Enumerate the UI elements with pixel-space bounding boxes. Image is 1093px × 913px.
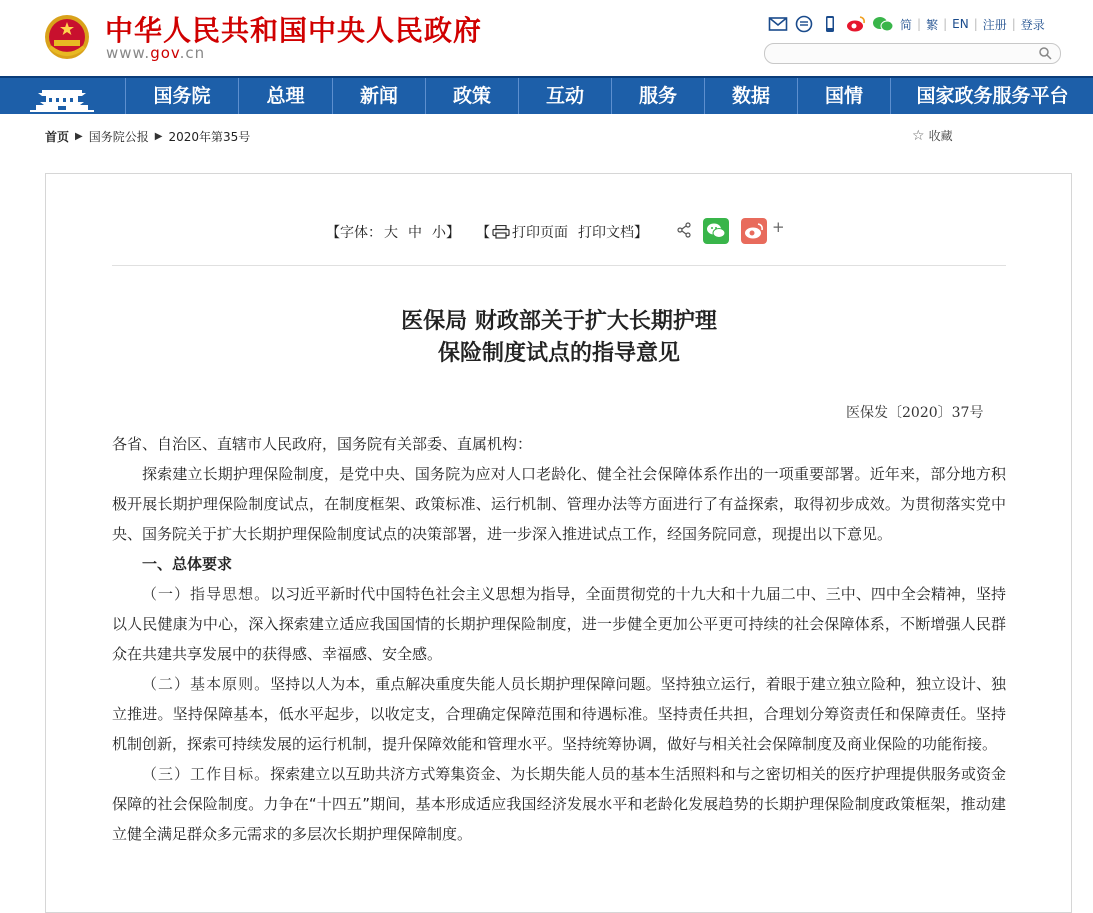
separator: | — [943, 17, 948, 31]
top-links — [768, 14, 1045, 34]
wechat-icon — [703, 218, 729, 244]
breadcrumb-bulletin[interactable]: 国务院公报 — [88, 130, 149, 144]
link-login[interactable]: 登录 — [1020, 17, 1045, 32]
font-size-label: 【字体： — [326, 225, 382, 241]
paragraph-text: 探索建立以互助共济方式筹集资金、为长期失能人员的基本生活照料和与之密切相关的医疗护理提供服务或资金保障的社会保险制度。力争在“十四五”期间，基本形成适应我国经济发展水平和老龄化发展趋势的长期护理保险制度政策框架，推动建立健全满足群众多元需求的多层次长期护理保障制度。 — [112, 765, 1006, 843]
domain-main: gov — [150, 44, 180, 62]
chevron-right-icon: ▶ — [154, 131, 163, 142]
favorite-button[interactable] — [912, 127, 953, 144]
printer-icon — [492, 225, 510, 239]
separator: | — [973, 17, 978, 31]
nav-item-interaction[interactable]: 互动 — [518, 78, 611, 114]
site-title[interactable]: 中华人民共和国中央人民政府 — [105, 14, 483, 47]
paragraph-text: 坚持以人为本，重点解决重度失能人员长期护理保障问题。坚持独立运行，着眼于建立独立险种，独立设计、独立推进。坚持保障基本，低水平起步，以收定支，合理确定保障范围和待遇标准。坚持责任共担，合理划分筹资责任和保障责任。坚持机制创新，探索可持续发展的运行机制，提升保障效能和管理水平。坚持统筹协调，做好与相关社会保障制度及商业保险的功能衔接。 — [112, 675, 1006, 753]
nav-item-policy[interactable]: 政策 — [425, 78, 518, 114]
mobile-icon[interactable] — [820, 15, 840, 33]
document-title — [112, 305, 1006, 369]
domain-suffix: .cn — [179, 44, 206, 62]
nav-item-premier[interactable]: 总理 — [238, 78, 332, 114]
subheading: （二）基本原则。 — [142, 675, 271, 693]
divider — [112, 265, 1006, 266]
weibo-icon[interactable] — [846, 15, 866, 33]
link-register[interactable]: 注册 — [982, 17, 1007, 32]
paragraph — [112, 759, 1006, 849]
subheading: （一）指导思想。 — [142, 585, 271, 603]
link-english[interactable]: EN — [952, 17, 969, 31]
separator: | — [917, 17, 922, 31]
chevron-right-icon: ▶ — [75, 131, 83, 142]
nav-item-national-info[interactable]: 国情 — [797, 78, 890, 114]
print-bracket: 【 — [476, 225, 490, 241]
mail-icon[interactable] — [768, 15, 788, 33]
title-line-1: 医保局 财政部关于扩大长期护理 — [401, 308, 717, 334]
font-small-button[interactable]: 小】 — [432, 225, 460, 241]
breadcrumb-home[interactable]: 首页 — [45, 130, 70, 144]
title-line-2: 保险制度试点的指导意见 — [437, 340, 680, 366]
search-input[interactable] — [775, 46, 1039, 65]
share-icon[interactable] — [676, 222, 692, 238]
nav-item-data[interactable]: 数据 — [704, 78, 797, 114]
paragraph — [112, 669, 1006, 759]
article-toolbar — [326, 220, 648, 244]
nav-item-services[interactable]: 服务 — [611, 78, 704, 114]
separator: | — [1011, 17, 1016, 31]
breadcrumb — [45, 128, 250, 145]
favorite-label: 收藏 — [928, 129, 953, 143]
print-page-button[interactable]: 打印页面 — [512, 225, 568, 241]
salutation: 各省、自治区、直辖市人民政府，国务院有关部委、直属机构： — [112, 435, 533, 453]
tiananmen-home-icon[interactable] — [0, 78, 125, 114]
font-large-button[interactable]: 大 — [384, 225, 398, 241]
star-icon: ☆ — [912, 127, 925, 144]
link-traditional[interactable]: 繁 — [926, 17, 939, 32]
share-wechat-button[interactable] — [703, 218, 729, 244]
link-simplified[interactable]: 简 — [900, 17, 913, 32]
subheading: （三）工作目标。 — [142, 765, 271, 783]
weibo-icon — [741, 218, 767, 244]
nav-item-state-council[interactable]: 国务院 — [125, 78, 238, 114]
nav-item-service-platform[interactable]: 国家政务服务平台 — [890, 78, 1093, 114]
paragraph-text: 以习近平新时代中国特色社会主义思想为指导，全面贯彻党的十九大和十九届二中、三中、四中全会精神，坚持以人民健康为中心，深入探索建立适应我国国情的长期护理保险制度，进一步健全更加公平更可持续的社会保障体系，不断增强人民群众在共建共享发展中的获得感、幸福感、安全感。 — [112, 585, 1006, 663]
print-doc-button[interactable]: 打印文档】 — [578, 225, 648, 241]
paragraph: 探索建立长期护理保险制度，是党中央、国务院为应对人口老龄化、健全社会保障体系作出的一项重要部署。近年来，部分地方积极开展长期护理保险制度试点，在制度框架、政策标准、运行机制、管理办法等方面进行了有益探索，取得初步成效。为贯彻落实党中央、国务院关于扩大长期护理保险制度试点的决策部署，进一步深入推进试点工作，经国务院同意，现提出以下意见。 — [112, 465, 1006, 543]
site-header — [0, 0, 1093, 76]
national-emblem-icon[interactable] — [44, 13, 90, 61]
main-nav — [0, 76, 1093, 114]
search-box — [764, 43, 1061, 64]
share-weibo-button[interactable] — [741, 218, 767, 244]
font-medium-button[interactable]: 中 — [408, 225, 422, 241]
domain-prefix: www. — [106, 44, 151, 62]
document-body — [112, 429, 1006, 849]
search-icon[interactable] — [1038, 46, 1052, 60]
nav-item-news[interactable]: 新闻 — [332, 78, 425, 114]
paragraph — [112, 579, 1006, 669]
more-share-button[interactable]: + — [772, 218, 785, 236]
document-number: 医保发〔2020〕37号 — [846, 405, 984, 421]
wechat-icon[interactable] — [872, 15, 894, 33]
breadcrumb-issue[interactable]: 2020年第35号 — [168, 130, 251, 144]
site-domain — [106, 44, 205, 62]
section-heading: 一、总体要求 — [142, 555, 233, 573]
message-icon[interactable] — [794, 15, 814, 33]
